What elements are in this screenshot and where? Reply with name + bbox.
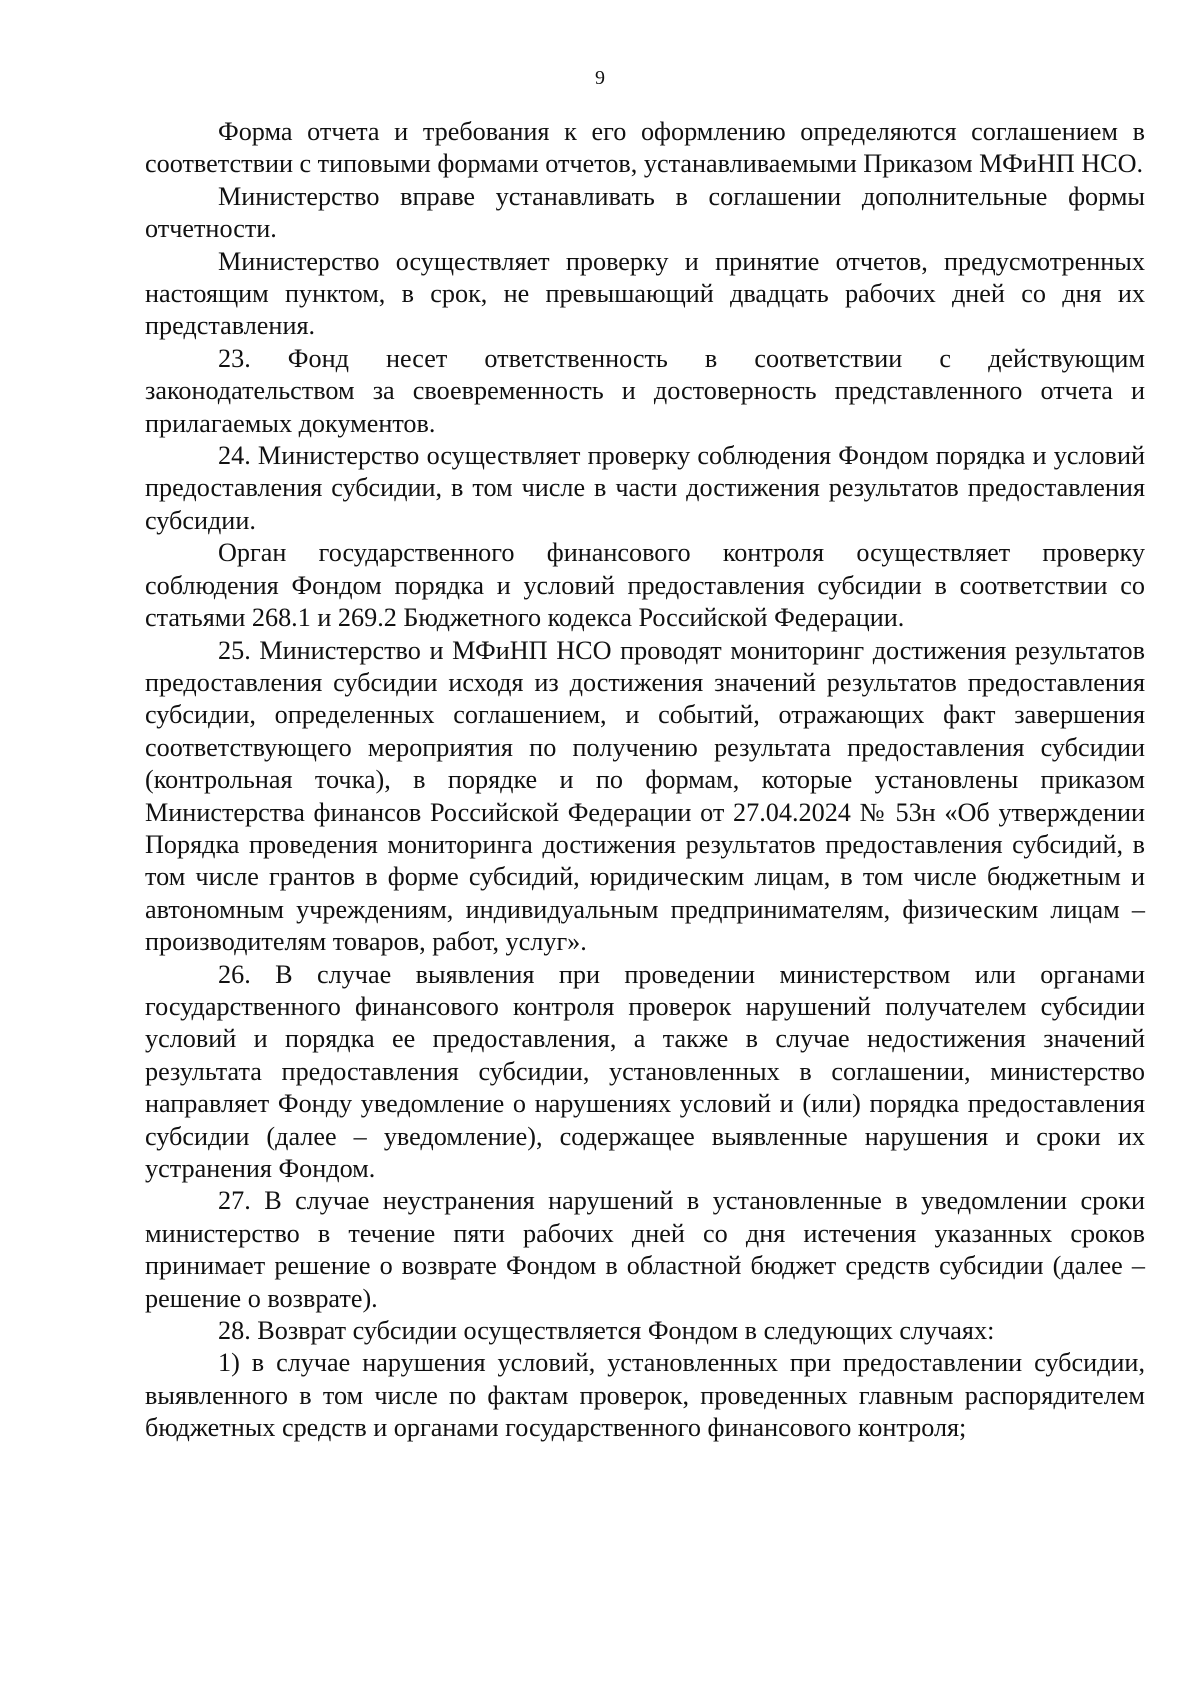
paragraph-item-24: 24. Министерство осуществляет проверку соблюдения Фондом порядка и условий предоставления субсидии, в том числе в части достижения результатов предоставления субсидии.	[145, 441, 1145, 535]
paragraph-item-23: 23. Фонд несет ответственность в соответствии с действующим законодательством за своевременность и достоверность представленного отчета и прилагаемых документов.	[145, 343, 1145, 438]
paragraph-item-25: 25. Министерство и МФиНП НСО проводят мониторинг достижения результатов предоставления субсидии исходя из достижения значений результатов предоставления субсидии, определенных соглашением, и событий, отражающих факт завершения соответствующего мероприятия по получению результата предоставления субсидии (контрольная точка), в порядке и по формам, которые установлены приказом Министерства финансов Российской Федерации от 27.04.2024 № 53н «Об утверждении Порядка проведения мониторинга достижения результатов предоставления субсидий, в том числе грантов в форме субсидий, юридическим лицам, в том числе бюджетным и автономным учреждениям, индивидуальным предпринимателям, физическим лицам – производителям товаров, работ, услуг».	[145, 635, 1145, 957]
paragraph-item-26: 26. В случае выявления при проведении министерством или органами государственного финансового контроля проверок нарушений получателем субсидии условий и порядка ее предоставления, а также в случае недостижения значений результата предоставления субсидии, установленных в соглашении, министерство направляет Фонду уведомление о нарушениях условий и (или) порядка предоставления субсидии (далее – уведомление), содержащее выявленные нарушения и сроки их устранения Фондом.	[145, 959, 1145, 1183]
paragraph-item-28: 28. Возврат субсидии осуществляется Фондом в следующих случаях:	[218, 1316, 995, 1346]
paragraph-additional-forms: Министерство вправе устанавливать в соглашении дополнительные формы отчетности.	[145, 181, 1145, 244]
paragraph-report-check: Министерство осуществляет проверку и принятие отчетов, предусмотренных настоящим пунктом, в срок, не превышающий двадцать рабочих дней со дня их представления.	[145, 246, 1145, 341]
paragraph-financial-control: Орган государственного финансового контроля осуществляет проверку соблюдения Фондом порядка и условий предоставления субсидии в соответствии со статьями 268.1 и 269.2 Бюджетного кодекса Российской Федерации.	[145, 538, 1145, 633]
paragraph-item-27: 27. В случае неустранения нарушений в установленные в уведомлении сроки министерство в течение пяти рабочих дней со дня истечения указанных сроков принимает решение о возврате Фондом в областной бюджет средств субсидии (далее – решение о возврате).	[145, 1186, 1145, 1313]
document-body	[145, 116, 1145, 1445]
page-number: 9	[595, 67, 605, 89]
paragraph-item-28-subitem-1: 1) в случае нарушения условий, установленных при предоставлении субсидии, выявленного в том числе по фактам проверок, проведенных главным распорядителем бюджетных средств и органами государственного финансового контроля;	[145, 1348, 1145, 1443]
paragraph-report-form: Форма отчета и требования к его оформлению определяются соглашением в соответствии с типовыми формами отчетов, устанавливаемыми Приказом МФиНП НСО.	[145, 117, 1145, 179]
